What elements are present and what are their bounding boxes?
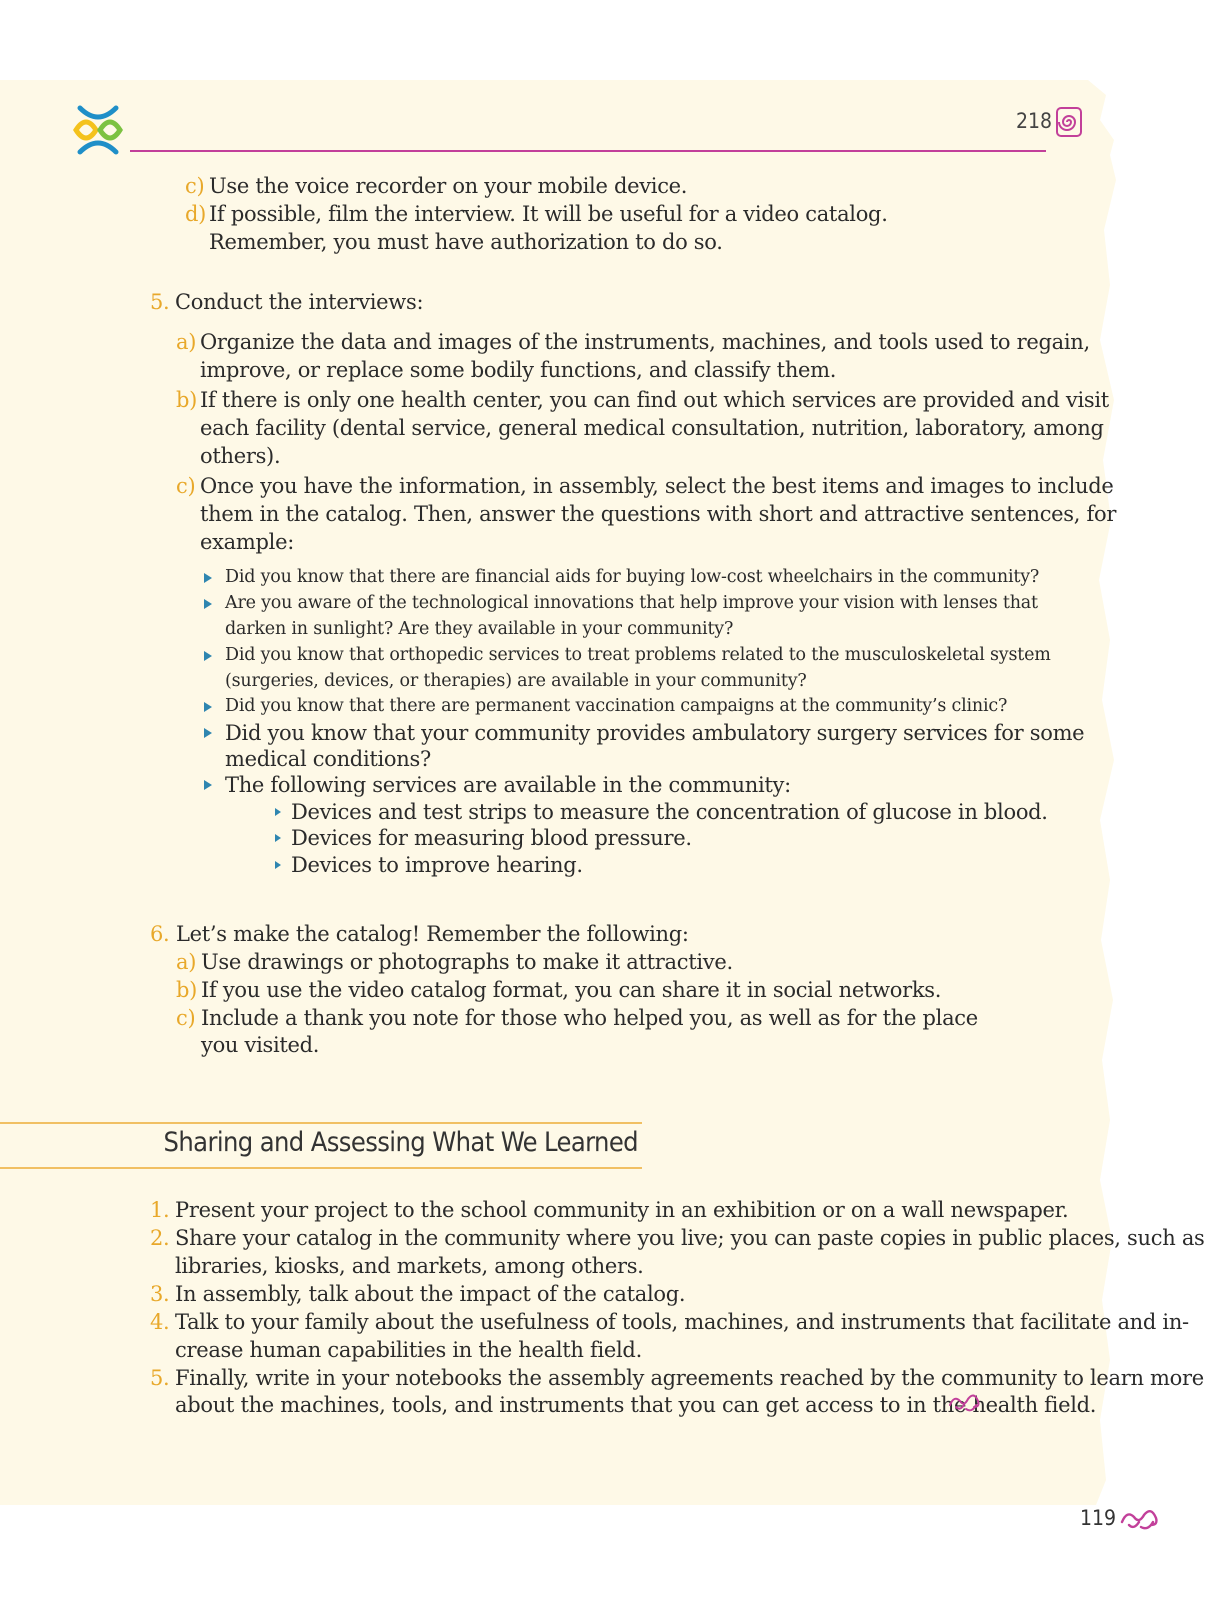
item-marker: d) bbox=[185, 202, 207, 226]
example-bullet-line: Did you know that there are financial aids for buying low-cost wheelchairs in the community? bbox=[225, 567, 1040, 587]
step4-item-d-text: If possible, film the interview. It will be useful for a video catalog. bbox=[209, 202, 888, 226]
step5-item-c-line: Once you have the information, in assembly, select the best items and images to include bbox=[200, 474, 1114, 498]
step5-item-a-line: Organize the data and images of the instruments, machines, and tools used to regain, bbox=[200, 330, 1090, 354]
assessment-item-line: Talk to your family about the usefulness of tools, machines, and instruments that facilitate and in- bbox=[175, 1310, 1189, 1334]
assessment-item-line: Present your project to the school community in an exhibition or on a wall newspaper. bbox=[175, 1198, 1069, 1222]
assessment-item-line: Share your catalog in the community where you live; you can paste copies in public places, such as bbox=[175, 1226, 1205, 1250]
step-number: 3. bbox=[150, 1282, 170, 1306]
example-bullet-line: Did you know that there are permanent vaccination campaigns at the community’s clinic? bbox=[225, 696, 1008, 716]
step4-item-d-continuation: Remember, you must have authorization to do so. bbox=[209, 230, 723, 254]
sub-bullet-arrow-icon bbox=[275, 834, 281, 842]
item-marker: a) bbox=[176, 950, 197, 974]
step5-item-c-line: them in the catalog. Then, answer the questions with short and attractive sentences, for bbox=[200, 502, 1117, 526]
bullet-arrow-icon bbox=[204, 651, 212, 661]
example-bullet-line: (surgeries, devices, or therapies) are available in your community? bbox=[225, 671, 807, 691]
section-rule-top bbox=[0, 1122, 642, 1124]
step-number: 1. bbox=[150, 1198, 170, 1222]
section-heading-band bbox=[0, 1122, 642, 1170]
example-bullet-line: medical conditions? bbox=[225, 747, 431, 771]
example-bullet-line: Are you aware of the technological innovations that help improve your vision with lenses that bbox=[225, 593, 1038, 613]
step-number: 2. bbox=[150, 1226, 170, 1250]
step-number: 6. bbox=[150, 922, 170, 946]
assessment-item-line: In assembly, talk about the impact of the catalog. bbox=[175, 1282, 686, 1306]
bullet-arrow-icon bbox=[204, 780, 212, 790]
step6-item-line: Include a thank you note for those who helped you, as well as for the place bbox=[201, 1006, 978, 1030]
assessment-item-line: about the machines, tools, and instruments that you can get access to in the health field. bbox=[175, 1393, 1097, 1417]
example-bullet-line: Did you know that orthopedic services to treat problems related to the musculoskeletal system bbox=[225, 645, 1051, 665]
example-bullet-line: darken in sunlight? Are they available in your community? bbox=[225, 619, 734, 639]
step-number: 5. bbox=[150, 290, 170, 314]
step6-item-line: If you use the video catalog format, you can share it in social networks. bbox=[201, 978, 942, 1002]
assessment-item-line: Finally, write in your notebooks the assembly agreements reached by the community to learn more bbox=[175, 1366, 1204, 1390]
book-page-number: 218 bbox=[1016, 109, 1053, 133]
page-number: 119 bbox=[1080, 1506, 1117, 1530]
step6-title: Let’s make the catalog! Remember the following: bbox=[176, 922, 689, 946]
example-bullet-line: Did you know that your community provides ambulatory surgery services for some bbox=[225, 721, 1085, 745]
service-sub-bullet: Devices to improve hearing. bbox=[291, 853, 583, 877]
item-marker: c) bbox=[176, 1006, 196, 1030]
snail-ornament-icon bbox=[1056, 107, 1082, 137]
section-title: Sharing and Assessing What We Learned bbox=[163, 1127, 638, 1158]
assessment-item-line: libraries, kiosks, and markets, among others. bbox=[175, 1254, 644, 1278]
header-rule bbox=[130, 150, 1046, 152]
item-marker: a) bbox=[176, 330, 197, 354]
sub-bullet-arrow-icon bbox=[275, 861, 281, 869]
step6-item-line: Use drawings or photographs to make it attractive. bbox=[201, 950, 733, 974]
bullet-arrow-icon bbox=[204, 573, 212, 583]
footer-ornament-icon bbox=[1120, 1508, 1160, 1532]
step5-title: Conduct the interviews: bbox=[175, 290, 424, 314]
project-logo-icon bbox=[72, 104, 124, 156]
section-rule-bottom bbox=[0, 1167, 642, 1169]
step5-item-b-line: If there is only one health center, you can find out which services are provided and visit bbox=[200, 388, 1109, 412]
step-number: 4. bbox=[150, 1310, 170, 1334]
step5-item-a-line: improve, or replace some bodily functions, and classify them. bbox=[200, 358, 837, 382]
step5-item-c-line: example: bbox=[200, 530, 294, 554]
step6-item-line: you visited. bbox=[201, 1033, 320, 1057]
section-end-ornament-icon bbox=[948, 1393, 982, 1413]
service-sub-bullet: Devices and test strips to measure the concentration of glucose in blood. bbox=[291, 800, 1048, 824]
step5-item-b-line: others). bbox=[200, 444, 281, 468]
step5-item-b-line: each facility (dental service, general medical consultation, nutrition, laboratory, among bbox=[200, 416, 1104, 440]
bullet-arrow-icon bbox=[204, 702, 212, 712]
assessment-item-line: crease human capabilities in the health field. bbox=[175, 1338, 642, 1362]
item-marker: b) bbox=[176, 978, 198, 1002]
bullet-arrow-icon bbox=[204, 728, 212, 738]
step-number: 5. bbox=[150, 1366, 170, 1390]
item-marker: c) bbox=[185, 174, 205, 198]
bullet-arrow-icon bbox=[204, 599, 212, 609]
item-marker: c) bbox=[176, 474, 196, 498]
item-marker: b) bbox=[176, 388, 198, 412]
example-bullet-line: The following services are available in the community: bbox=[225, 773, 791, 797]
service-sub-bullet: Devices for measuring blood pressure. bbox=[291, 826, 692, 850]
step4-item-c-text: Use the voice recorder on your mobile device. bbox=[209, 174, 688, 198]
sub-bullet-arrow-icon bbox=[275, 808, 281, 816]
